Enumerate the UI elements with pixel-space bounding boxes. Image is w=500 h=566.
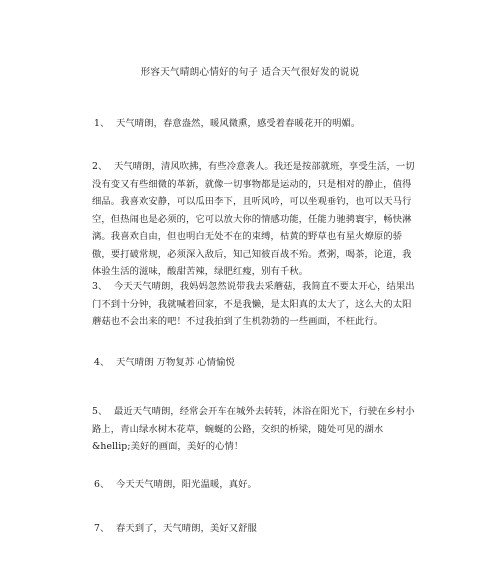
paragraph-number: 4、 [94,357,110,368]
paragraph-6 [94,476,420,494]
paragraph-text: 今天天气晴朗，阳光温暖，真好。 [116,479,257,490]
paragraph-1 [94,115,420,133]
paragraph-7 [94,520,420,538]
paragraph-text: 春天到了，天气晴朗，美好又舒服 [116,523,257,534]
paragraph-text: 最近天气晴朗，经常会开车在城外去转转，沐浴在阳光下，行驶在乡村小路上，青山绿水树木花草，蜿蜒的公路，交织的桥梁，随处可见的湖水&hellip;美好的画面，美好的心情！ [92,406,415,452]
paragraph-text: 今天天气晴朗，我妈妈忽然说带我去采蘑菇，我简直不要太开心，结果出门不到十分钟，我就喊着回家，不是我懒，是太阳真的太大了，这么大的太阳蘑菇也不会出来的吧！不过我拍到了生机勃勃的一些画面，不枉此行。 [92,281,415,327]
paragraph-text: 天气晴朗 万物复苏 心情愉悦 [116,357,235,368]
paragraph-text: 天气晴朗，清风吹拂，有些冷意袭人。我还是按部就班，享受生活，一切没有变又有些细微的革新，就像一切事物都是运动的，只是相对的静止，值得细品。我喜欢安静，可以瓜田李下，且听风吟，可以坐观垂钓，也可以天马行空，但热闹也是必须的，它可以放大你的情感功能，任能力驰骋寰宇，畅快淋漓。我喜欢自由，但也明白无处不在的束缚，枯黄的野草也有星火燎原的骄傲，要打破常规，必须深入敌后，知己知彼百战不殆。煮粥，喝茶，论道，我体验生活的滋味，酸甜苦辣，绿肥红瘦，别有千秋。 [92,161,415,277]
paragraph-number: 5、 [92,406,108,417]
paragraph-number: 6、 [94,479,110,490]
document-title: 形容天气晴朗心情好的句子 适合天气很好发的说说 [140,67,360,78]
paragraph-number: 2、 [92,161,108,172]
paragraph-number: 3、 [92,281,108,292]
paragraph-5 [92,403,418,456]
paragraph-number: 7、 [94,523,110,534]
paragraph-2 [92,158,418,281]
paragraph-4 [94,354,420,372]
paragraph-text: 天气晴朗，春意盎然，暖风微熏，感受着春暖花开的明媚。 [116,118,361,129]
paragraph-number: 1、 [94,118,110,129]
paragraph-3 [92,278,418,331]
